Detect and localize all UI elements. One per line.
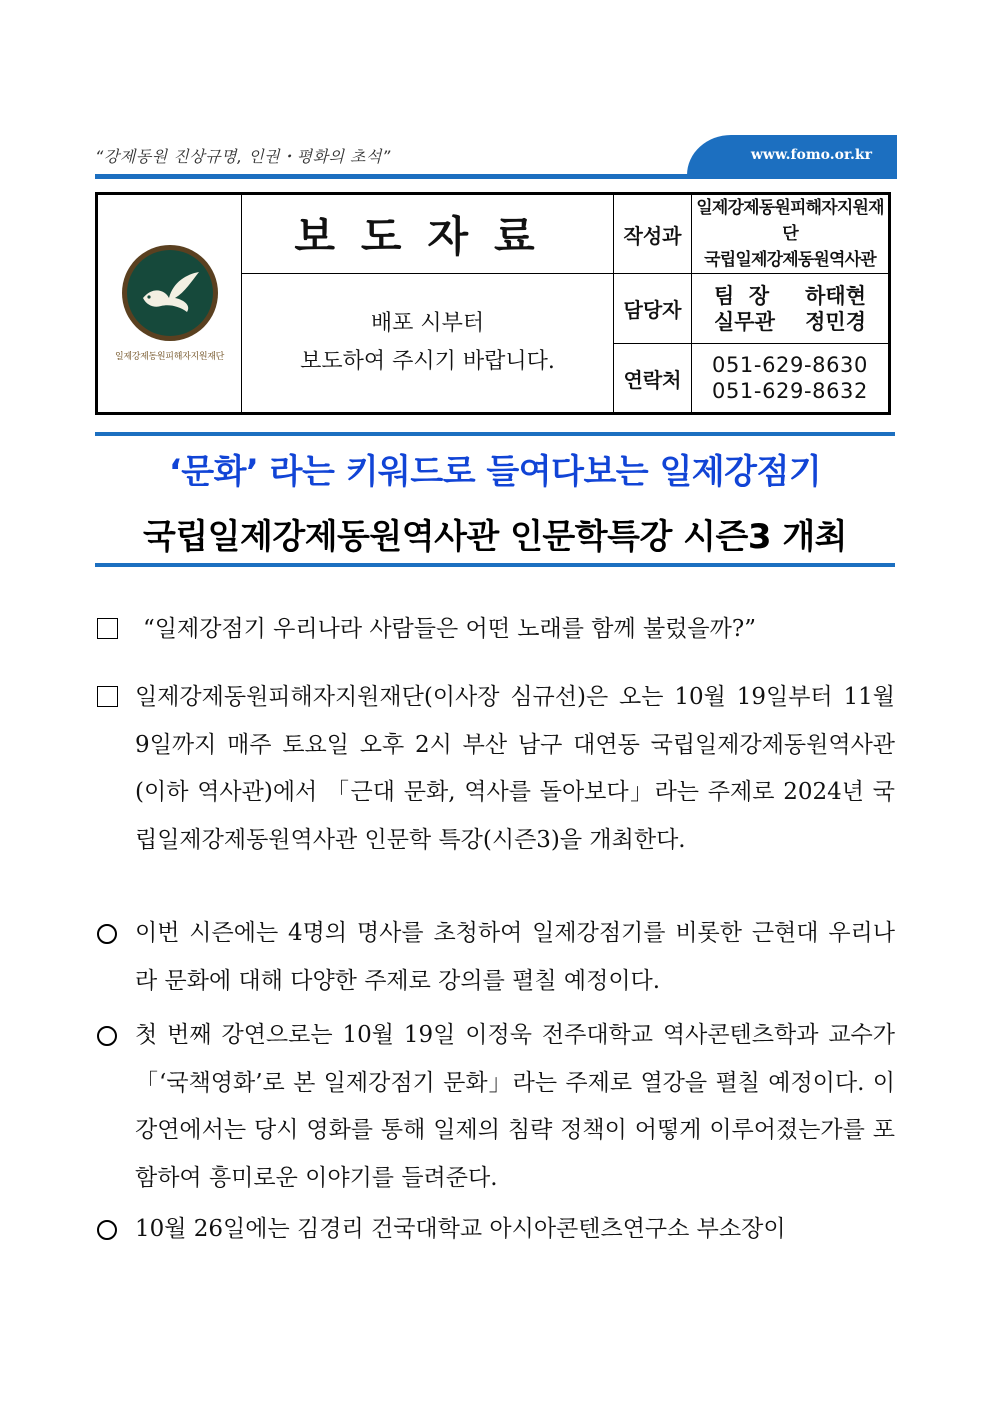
dove-icon [135,268,205,318]
headline-bottom-rule [95,563,895,567]
paragraph-text: 10월 26일에는 김경리 건국대학교 아시아콘텐츠연구소 부소장이 [135,1216,786,1242]
headline-line-1: ‘문화’ 라는 키워드로 들여다보는 일제강점기 [168,452,822,492]
paragraph-text: “일제강점기 우리나라 사람들은 어떤 노래를 함께 불렀을까?” [143,616,756,642]
person-2-role: 실무관 [714,309,775,334]
headline-line-2: 국립일제강제동원역사관 인문학특강 시즌3 개최 [142,517,848,557]
contact-person-value [692,274,890,344]
author-org-1: 일제강제동원피해자지원재단 [696,198,884,244]
site-url[interactable]: www.fomo.or.kr [750,147,872,163]
logo-cell [97,194,242,414]
headline-top-rule [95,432,895,436]
logo-caption: 일제강제동원피해자지원재단 [114,352,225,362]
phone-label: 연락처 [614,344,692,414]
notice-line-1: 배포 시부터 [370,311,485,336]
person-2-name: 정민경 [805,309,866,334]
paragraph-3 [95,910,895,1005]
paragraph-5 [95,1206,895,1254]
circle-bullet-icon [97,1220,117,1240]
embargo-notice [242,274,614,414]
author-value [692,194,890,274]
foundation-logo [122,245,218,341]
phone-1[interactable]: 051-629-8630 [712,353,868,377]
author-org-2: 국립일제강제동원역사관 [704,250,876,270]
paragraph-1 [95,606,895,654]
circle-bullet-icon [97,1026,117,1046]
square-bullet-icon [97,686,118,707]
press-title: 보도자료 [242,194,614,274]
person-1-role: 팀 장 [714,283,770,308]
person-1-name: 하태현 [805,283,866,308]
phone-value [692,344,890,414]
notice-line-2: 보도하여 주시기 바랍니다. [300,349,555,374]
slogan: “강제동원 진상규명, 인권・평화의 초석” [95,147,391,166]
paragraph-text: 일제강제동원피해자지원재단(이사장 심규선)은 오는 10월 19일부터 11월 9일까지 매주 토요일 오후 2시 부산 남구 대연동 국립일제강제동원역사관(이하 역사관)에서 「근대 문화, 역사를 돌아보다」라는 주제로 2024년 국립일제강제동원역사관 인문학 특강(시즌3)을 개최한다. [135,684,895,853]
author-label: 작성과 [614,194,692,274]
paragraph-4 [95,1012,895,1202]
square-bullet-icon [97,618,118,639]
top-banner [95,135,897,179]
phone-2[interactable]: 051-629-8632 [712,379,868,403]
press-header-table [95,192,891,415]
banner-rule [95,174,897,179]
paragraph-2 [95,674,895,864]
contact-person-label: 담당자 [614,274,692,344]
paragraph-text: 이번 시즌에는 4명의 명사를 초청하여 일제강점기를 비롯한 근현대 우리나라 문화에 대해 다양한 주제로 강의를 펼칠 예정이다. [135,920,895,994]
circle-bullet-icon [97,924,117,944]
paragraph-text: 첫 번째 강연으로는 10월 19일 이정욱 전주대학교 역사콘텐츠학과 교수가 「‘국책영화’로 본 일제강점기 문화」라는 주제로 열강을 펼칠 예정이다. 이 강연에서는 당시 영화를 통해 일제의 침략 정책이 어떻게 이루어졌는가를 포함하여 흥미로운 이야기를 들려준다. [135,1022,895,1191]
